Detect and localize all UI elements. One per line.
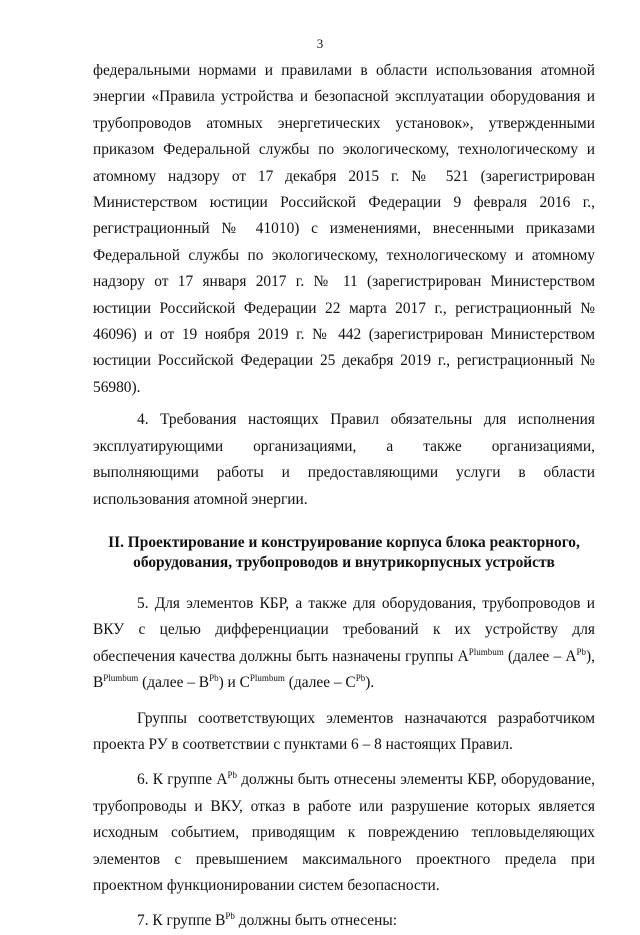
section-heading-line-1: II. Проектирование и конструирование корпуса блока реакторного,: [108, 533, 580, 551]
p5-sup-4: Pb: [209, 673, 219, 683]
p5-sup-6: Pb: [355, 673, 366, 683]
p5-sup-3: Plumbum: [103, 673, 139, 683]
p5-sup-2: Pb: [576, 646, 587, 657]
paragraph-5: [93, 591, 595, 697]
p6-sup-1: Pb: [227, 770, 237, 781]
paragraph-4: 4. Требования настоящих Правил обязательны для исполнения эксплуатирующими организациями, а также организациями, выполняющими работы и предоставляющими услуги в области использования атомной энергии.: [93, 411, 595, 508]
p5-text-5: ) и C: [218, 674, 250, 692]
p5-sup-1: Plumbum: [468, 646, 504, 657]
page-number: 3: [316, 36, 324, 51]
paragraph-7: [93, 908, 595, 934]
p5-sup-5: Plumbum: [249, 673, 285, 683]
paragraph-groups: Группы соответствующих элементов назначаются разработчиком проекта РУ в соответствии с пунктами 6 – 8 настоящих Правил.: [93, 709, 595, 753]
paragraph-6: [93, 767, 595, 899]
document-body: [93, 58, 595, 935]
p7-sup-1: Pb: [225, 911, 235, 922]
p5-text-4: (далее – B: [138, 674, 210, 692]
p5-text-7: ).: [365, 674, 375, 692]
paragraph-continuation: федеральными нормами и правилами в области использования атомной энергии «Правила устройства и безопасной эксплуатации оборудования и трубопроводов атомных энергетических установок», утвержденными приказом Федеральной службы по экологическому, технологическому и атомному надзору от 17 декабря 2015 г. № 521 (зарегистрирован Министерством юстиции Российской Федерации 9 февраля 2016 г., регистрационный № 41010) с изменениями, внесенными приказами Федеральной службы по экологическому, технологическому и атомному надзору от 17 января 2017 г. № 11 (зарегистрирован Министерством юстиции Российской Федерации 22 марта 2017 г., регистрационный № 46096) и от 19 ноября 2019 г. № 442 (зарегистрирован Министерством юстиции Российской Федерации 25 декабря 2019 г., регистрационный № 56980).: [93, 62, 595, 396]
p5-text-3: ), B: [93, 647, 595, 692]
p7-text-1: 7. К группе B: [137, 912, 226, 930]
section-heading: [93, 533, 595, 573]
p5-text-6: (далее – C: [284, 674, 356, 692]
p6-text-2: должны быть отнесены элементы КБР, оборудование, трубопроводы и ВКУ, отказ в работе или разрушение которых является исходным событием, приводящим к повреждению тепловыделяющих элементов с превышением максимального проектного предела при проектном функционировании систем безопасности.: [93, 771, 595, 894]
p7-text-2: должны быть отнесены:: [234, 912, 397, 930]
p6-text-1: 6. К группе A: [137, 771, 228, 789]
p5-text-1: 5. Для элементов КБР, а также для оборудования, трубопроводов и ВКУ с целью дифференциации требований к их устройству для обеспечения качества должны быть назначены группы A: [93, 594, 595, 665]
p5-text-2: (далее – A: [503, 647, 577, 665]
section-heading-line-2: оборудования, трубопроводов и внутрикорпусных устройств: [133, 553, 555, 571]
